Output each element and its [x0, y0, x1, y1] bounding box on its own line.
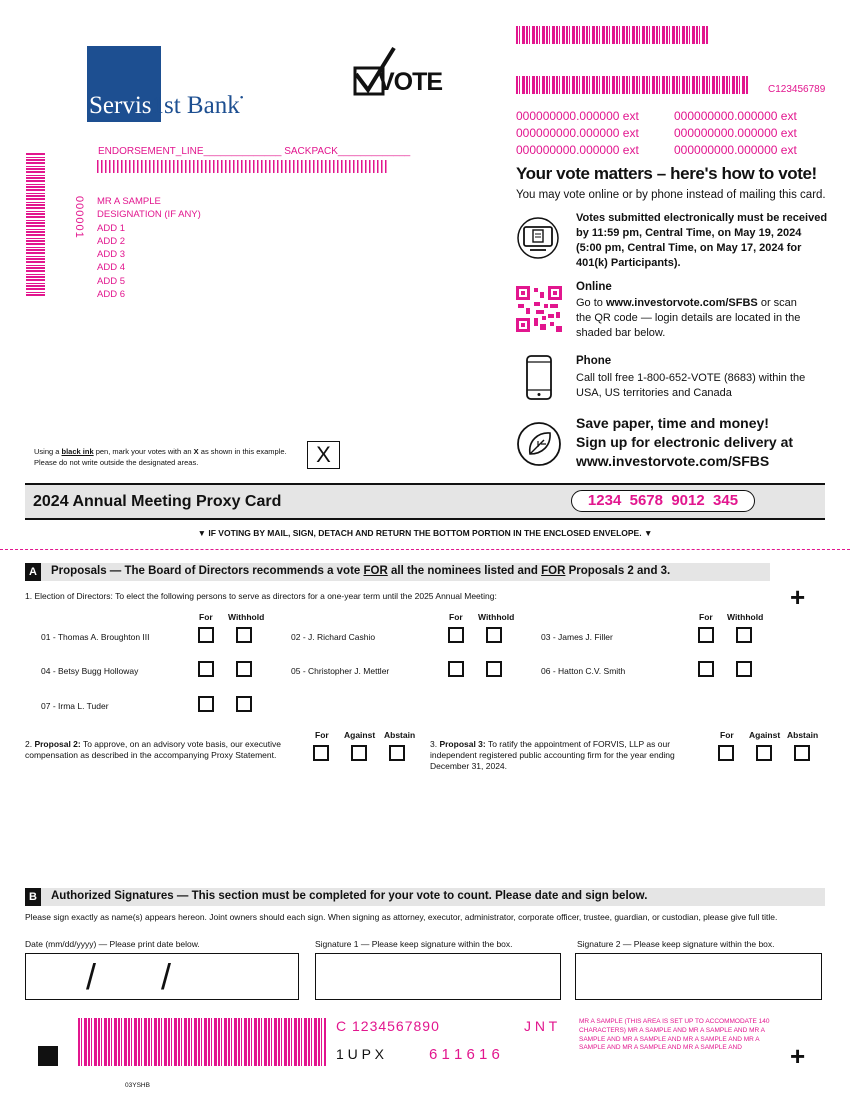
ext-code: 000000000.000000 ext — [516, 109, 639, 123]
nominee-label: 05 - Christopher J. Mettler — [291, 666, 390, 676]
nominee-05-for-checkbox[interactable] — [448, 661, 464, 677]
bank-logo — [87, 46, 277, 122]
election-text: 1. Election of Directors: To elect the following persons to serve as directors for a one-year term until the 2025 Annual Meeting: — [25, 591, 497, 601]
date-slash: / — [86, 956, 97, 997]
nominee-01-withhold-checkbox[interactable] — [236, 627, 252, 643]
vote-logo — [352, 46, 443, 100]
electronic-deadline: Votes submitted electronically must be received by 11:59 pm, Central Time, on May 19, 2024 (5:00 pm, Central Time, on May 17, 2024 for 401(k) Participants). — [576, 212, 828, 269]
logo-text-right: 1st Bank — [151, 92, 240, 119]
signature-2-field[interactable] — [575, 953, 822, 1000]
address-line: ADD 4 — [97, 262, 125, 274]
footer-code: 6 1 1 6 1 6 — [429, 1046, 500, 1063]
vote-heading: Your vote matters – here's how to vote! — [516, 164, 817, 183]
proposal-3-against-checkbox[interactable] — [756, 745, 772, 761]
monitor-icon — [516, 216, 560, 260]
plus-mark: + — [790, 1041, 806, 1071]
phone-title: Phone — [576, 355, 612, 367]
section-b-title: Authorized Signatures — This section must be completed for your vote to count. Please date and sign below. — [51, 890, 648, 902]
proposal-2-abstain-checkbox[interactable] — [389, 745, 405, 761]
proposal-2-for-checkbox[interactable] — [313, 745, 329, 761]
leaf-icon — [516, 421, 562, 467]
nominee-06-withhold-checkbox[interactable] — [736, 661, 752, 677]
proposal-2-text: 2. Proposal 2: To approve, on an advisory vote basis, our executive compensation as described in the accompanying Proxy Statement. — [25, 739, 281, 760]
tear-line — [0, 549, 850, 550]
postal-barcode-top — [516, 26, 708, 44]
withhold-header: Withhold — [478, 612, 515, 622]
address-side-number: 000001 — [73, 196, 85, 239]
against-header: Against — [749, 730, 781, 740]
save-paper-line1: Save paper, time and money! — [576, 415, 769, 431]
address-line: ADD 6 — [97, 289, 125, 301]
address-line: MR A SAMPLE — [97, 196, 161, 207]
signature-1-label: Signature 1 — Please keep signature within the box. — [315, 939, 513, 949]
for-header: For — [315, 730, 329, 740]
footer-upx: 1 U P X — [336, 1046, 384, 1062]
nominee-label: 01 - Thomas A. Broughton III — [41, 632, 150, 642]
against-header: Against — [344, 730, 376, 740]
abstain-header: Abstain — [787, 730, 819, 740]
section-b-letter: B — [25, 888, 41, 906]
registration-square — [38, 1046, 58, 1066]
signature-2-label: Signature 2 — Please keep signature within the box. — [577, 939, 775, 949]
nominee-06-for-checkbox[interactable] — [698, 661, 714, 677]
nominee-01-for-checkbox[interactable] — [198, 627, 214, 643]
nominee-label: 03 - James J. Filler — [541, 632, 613, 642]
withhold-header: Withhold — [228, 612, 265, 622]
abstain-header: Abstain — [384, 730, 416, 740]
online-text: Go to www.investorvote.com/SFBS or scan the QR code — login details are located in the shaded bar below. — [576, 297, 801, 339]
proposal-3-for-checkbox[interactable] — [718, 745, 734, 761]
nominee-04-withhold-checkbox[interactable] — [236, 661, 252, 677]
ink-instruction: Using a black ink pen, mark your votes with an X as shown in this example. Please do not write outside the designated areas. — [34, 447, 287, 467]
address-line: DESIGNATION (IF ANY) — [97, 209, 201, 221]
plus-mark: + — [790, 582, 806, 612]
phone-text: Call toll free 1-800-652-VOTE (8683) within the USA, US territories and Canada — [576, 372, 806, 399]
nominee-label: 04 - Betsy Bugg Holloway — [41, 666, 139, 676]
nominee-label: 02 - J. Richard Cashio — [291, 632, 376, 642]
proxy-card-title-bar — [25, 483, 825, 520]
proposal-3-abstain-checkbox[interactable] — [794, 745, 810, 761]
online-title: Online — [576, 281, 612, 293]
detach-instruction: ▼ IF VOTING BY MAIL, SIGN, DETACH AND RETURN THE BOTTOM PORTION IN THE ENCLOSED ENVELOPE. ▼ — [197, 528, 653, 538]
for-header: For — [449, 612, 463, 622]
qr-code-icon — [516, 286, 562, 332]
ext-code: 000000000.000000 ext — [516, 143, 639, 157]
nominee-label: 06 - Hatton C.V. Smith — [541, 666, 626, 676]
ext-code: 000000000.000000 ext — [674, 126, 797, 140]
nominee-02-for-checkbox[interactable] — [448, 627, 464, 643]
address-line: ADD 3 — [97, 249, 125, 261]
nominee-07-for-checkbox[interactable] — [198, 696, 214, 712]
section-a-letter: A — [25, 563, 41, 581]
date-field[interactable] — [25, 953, 299, 1000]
address-line: ADD 5 — [97, 275, 125, 287]
logo-text-left: Servis — [89, 92, 152, 119]
endorsement-line: ENDORSEMENT_LINE______________ SACKPACK_____________ — [98, 146, 411, 157]
for-header: For — [699, 612, 713, 622]
example-mark-box: X — [307, 441, 340, 469]
proxy-card-title: 2024 Annual Meeting Proxy Card — [33, 493, 282, 510]
date-label: Date (mm/dd/yyyy) — Please print date below. — [25, 939, 200, 949]
nominee-07-withhold-checkbox[interactable] — [236, 696, 252, 712]
nominee-03-withhold-checkbox[interactable] — [736, 627, 752, 643]
logo-mark: • — [239, 92, 244, 104]
imb-barcode — [97, 160, 389, 173]
nominee-02-withhold-checkbox[interactable] — [486, 627, 502, 643]
for-header: For — [199, 612, 213, 622]
date-slash: / — [161, 956, 172, 997]
vote-logo-text: VOTE — [378, 68, 443, 96]
for-header: For — [720, 730, 734, 740]
side-barcode — [26, 152, 45, 296]
section-b-bar — [25, 888, 825, 906]
save-paper-link[interactable]: www.investorvote.com/SFBS — [576, 453, 770, 469]
address-line: ADD 2 — [97, 235, 125, 247]
withhold-header: Withhold — [727, 612, 764, 622]
ext-code: 000000000.000000 ext — [674, 143, 797, 157]
postal-barcode-second — [516, 76, 748, 94]
section-a-title: Proposals — The Board of Directors recommends a vote FOR all the nominees listed and FOR Proposals 2 and 3. — [51, 565, 671, 577]
footer-control: C 1234567890 — [336, 1018, 440, 1034]
footer-barcode — [78, 1018, 326, 1066]
section-a-bar — [25, 563, 770, 581]
save-paper-line2: Sign up for electronic delivery at — [576, 434, 794, 450]
form-code: 03YSHB — [125, 1082, 150, 1089]
ext-code: 000000000.000000 ext — [516, 126, 639, 140]
footer-jnt: J N T — [524, 1018, 558, 1034]
nominee-04-for-checkbox[interactable] — [198, 661, 214, 677]
proposal-3-text: 3. Proposal 3: To ratify the appointment of FORVIS, LLP as our independent registered public accounting firm for the year ending December 31, 2024. — [430, 739, 675, 771]
proposal-2-against-checkbox[interactable] — [351, 745, 367, 761]
footer-sample-text: MR A SAMPLE (THIS AREA IS SET UP TO ACCOMMODATE 140 CHARACTERS) MR A SAMPLE AND MR A SAMPLE AND MR A SAMPLE AND MR A SAMPLE AND MR A SAMPLE AND MR A SAMPLE AND MR A SAMPLE AND MR A SAMPLE AND — [579, 1018, 770, 1052]
nominee-03-for-checkbox[interactable] — [698, 627, 714, 643]
signature-1-field[interactable] — [315, 953, 561, 1000]
online-url-link[interactable]: www.investorvote.com/SFBS — [605, 297, 758, 309]
account-number-pill: 1234 5678 9012 345 — [571, 490, 755, 512]
ext-code: 000000000.000000 ext — [674, 109, 797, 123]
address-line: ADD 1 — [97, 222, 125, 234]
vote-subheading: You may vote online or by phone instead of mailing this card. — [516, 189, 826, 201]
nominee-label: 07 - Irma L. Tuder — [41, 701, 109, 711]
signature-instructions: Please sign exactly as name(s) appears hereon. Joint owners should each sign. When signing as attorney, executor, administrator, corporate officer, trustee, guardian, or custodian, please give full title. — [25, 912, 778, 922]
mailing-address — [97, 195, 201, 301]
phone-icon — [524, 354, 554, 402]
nominee-05-withhold-checkbox[interactable] — [486, 661, 502, 677]
control-code: C123456789 — [768, 84, 826, 95]
